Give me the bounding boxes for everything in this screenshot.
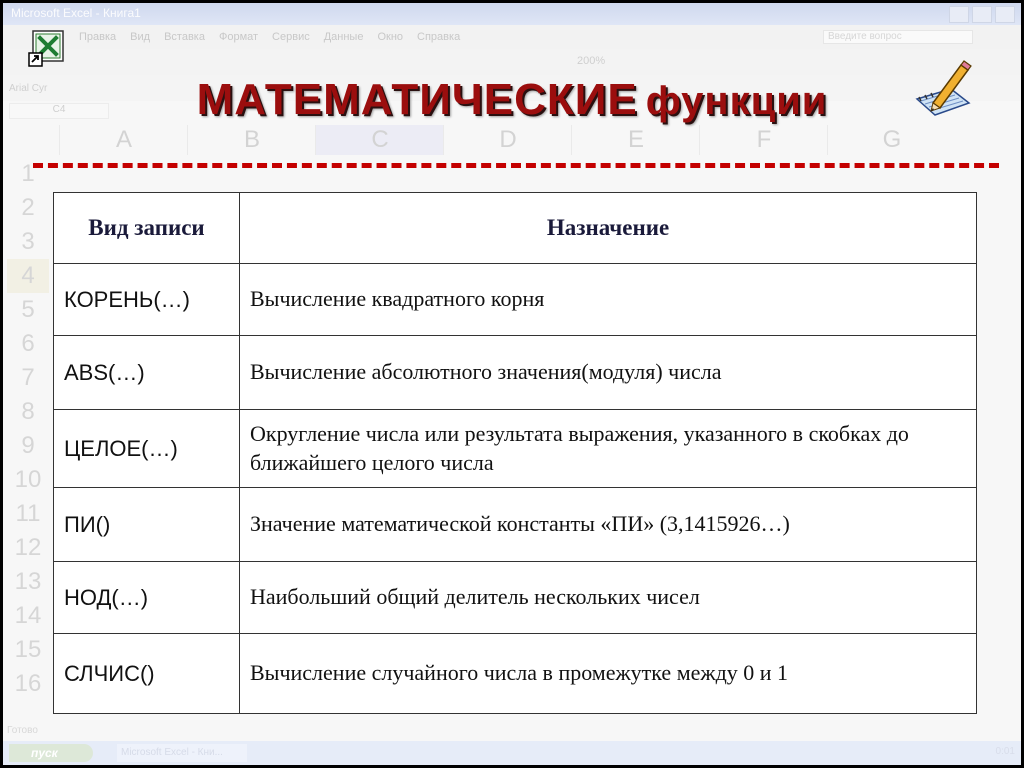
start-button[interactable]: пуск — [9, 744, 93, 762]
name-box[interactable]: C4 — [9, 103, 109, 119]
slide-title — [3, 75, 1021, 125]
column-header-f[interactable]: F — [699, 125, 828, 155]
menu-item-data[interactable]: Данные — [323, 31, 364, 43]
menu-item-tools[interactable]: Сервис — [272, 31, 310, 43]
window-controls — [949, 6, 1015, 23]
row-header-13[interactable]: 13 — [14, 568, 42, 595]
windows-taskbar — [3, 741, 1021, 765]
taskbar-clock: 0:01 — [995, 746, 1015, 757]
math-functions-table — [53, 192, 977, 714]
row-header-16[interactable]: 16 — [14, 670, 42, 697]
row-header-1[interactable]: 1 — [21, 160, 35, 187]
function-description: Наибольший общий делитель нескольких чисел — [240, 562, 977, 634]
row-header-3[interactable]: 3 — [21, 228, 35, 255]
row-header-10[interactable]: 10 — [14, 466, 42, 493]
table-row — [54, 264, 977, 336]
column-header-g[interactable]: G — [827, 125, 956, 155]
row-header-2[interactable]: 2 — [21, 194, 35, 221]
column-header-b[interactable]: B — [187, 125, 316, 155]
function-name: КОРЕНЬ(…) — [54, 264, 240, 336]
menu-item-edit[interactable]: Правка — [79, 31, 117, 43]
column-header-d[interactable]: D — [443, 125, 572, 155]
column-header-c[interactable]: C — [315, 125, 444, 155]
restore-button[interactable] — [972, 6, 992, 23]
function-name: ABS(…) — [54, 336, 240, 410]
font-name-select[interactable]: Arial Cyr — [9, 83, 48, 94]
function-name: ЦЕЛОЕ(…) — [54, 410, 240, 488]
menu-item-insert[interactable]: Вставка — [164, 31, 205, 43]
excel-menu-bar — [3, 25, 1021, 49]
function-description: Вычисление абсолютного значения(модуля) числа — [240, 336, 977, 410]
menu-item-help[interactable]: Справка — [417, 31, 461, 43]
title-divider — [33, 163, 999, 168]
slide-frame — [3, 3, 1021, 765]
function-name: СЛЧИС() — [54, 634, 240, 714]
column-header-e[interactable]: E — [571, 125, 700, 155]
function-name: НОД(…) — [54, 562, 240, 634]
zoom-select[interactable]: 200% — [577, 55, 606, 67]
row-header-11[interactable]: 11 — [15, 500, 41, 527]
row-header-14[interactable]: 14 — [14, 602, 42, 629]
excel-standard-toolbar — [3, 49, 1021, 75]
row-header-15[interactable]: 15 — [14, 636, 42, 663]
menu-item-view[interactable]: Вид — [130, 31, 151, 43]
table-row — [54, 336, 977, 410]
menu-item-format[interactable]: Формат — [218, 31, 259, 43]
excel-title-bar — [3, 3, 1021, 25]
header-purpose: Назначение — [240, 193, 977, 264]
close-button[interactable] — [995, 6, 1015, 23]
status-bar-text: Готово — [7, 725, 38, 736]
slide-title-main: МАТЕМАТИЧЕСКИЕ — [196, 75, 638, 124]
function-name: ПИ() — [54, 488, 240, 562]
taskbar-excel-item[interactable]: Microsoft Excel - Кни... — [117, 744, 247, 762]
row-header-12[interactable]: 12 — [14, 534, 42, 561]
table-row — [54, 634, 977, 714]
row-header-4[interactable]: 4 — [7, 259, 49, 293]
table-row — [54, 562, 977, 634]
help-search-input[interactable]: Введите вопрос — [823, 30, 973, 44]
slide-title-sub: функции — [645, 79, 828, 123]
excel-shortcut-icon[interactable] — [27, 29, 67, 69]
function-description: Округление числа или результата выражения, указанного в скобках до ближайшего целого числа — [240, 410, 977, 488]
row-header-5[interactable]: 5 — [21, 296, 35, 323]
row-header-9[interactable]: 9 — [21, 432, 35, 459]
column-header-a[interactable]: A — [59, 125, 188, 155]
header-notation: Вид записи — [54, 193, 240, 264]
row-header-7[interactable]: 7 — [21, 364, 35, 391]
function-description: Значение математической константы «ПИ» (3,1415926…) — [240, 488, 977, 562]
pencil-notepad-icon — [911, 59, 975, 123]
row-header-8[interactable]: 8 — [21, 398, 35, 425]
function-description: Вычисление случайного числа в промежутке между 0 и 1 — [240, 634, 977, 714]
function-description: Вычисление квадратного корня — [240, 264, 977, 336]
table-row — [54, 410, 977, 488]
excel-menu — [79, 31, 460, 43]
minimize-button[interactable] — [949, 6, 969, 23]
excel-window-title: Microsoft Excel - Книга1 — [11, 6, 141, 20]
table-header-row — [54, 193, 977, 264]
menu-item-window[interactable]: Окно — [377, 31, 404, 43]
table-row — [54, 488, 977, 562]
row-header-6[interactable]: 6 — [21, 330, 35, 357]
